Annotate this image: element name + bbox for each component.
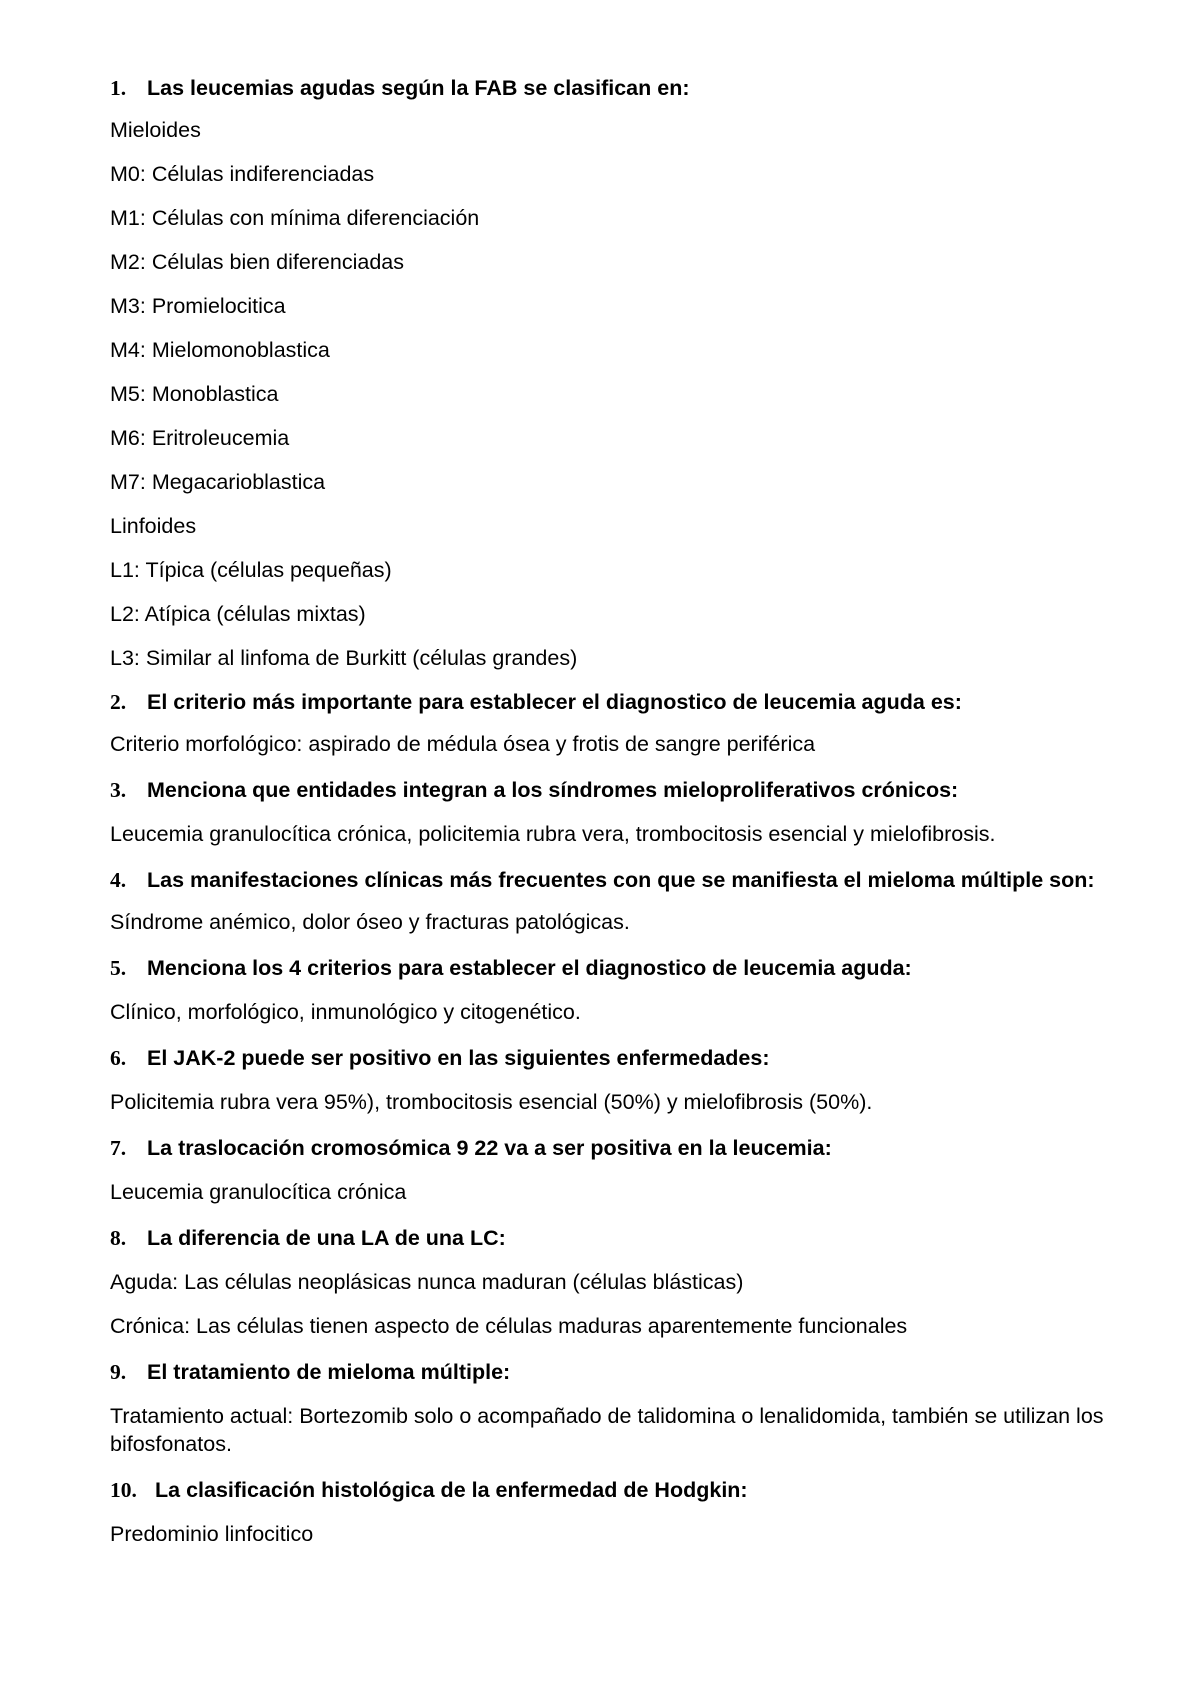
answer-line: M7: Megacarioblastica [110, 470, 326, 494]
question-heading [110, 1474, 1110, 1506]
answer-line: Síndrome anémico, dolor óseo y fracturas patológicas. [110, 910, 630, 934]
question-text: Las leucemias agudas según la FAB se clasifican en: [147, 76, 690, 100]
question-heading [110, 1042, 1110, 1074]
question-text: La traslocación cromosómica 9 22 va a ser positiva en la leucemia: [147, 1136, 832, 1160]
question-number: 4. [110, 868, 127, 892]
question-number: 7. [110, 1136, 127, 1160]
question-heading [110, 864, 1110, 896]
answer-line: Policitemia rubra vera 95%), trombocitosis esencial (50%) y mielofibrosis (50%). [110, 1090, 873, 1114]
answer-line: Linfoides [110, 514, 197, 538]
question-text: El JAK-2 puede ser positivo en las siguientes enfermedades: [147, 1046, 770, 1070]
answer-line: M1: Células con mínima diferenciación [110, 206, 480, 230]
answer-line: M2: Células bien diferenciadas [110, 250, 404, 274]
answer-line: Clínico, morfológico, inmunológico y citogenético. [110, 1000, 581, 1024]
question-number: 9. [110, 1360, 127, 1384]
question-heading [110, 1356, 1110, 1388]
question-text: La clasificación histológica de la enfermedad de Hodgkin: [155, 1478, 748, 1502]
question-number: 2. [110, 690, 127, 714]
answer-line: M3: Promielocitica [110, 294, 286, 318]
question-number: 6. [110, 1046, 127, 1070]
answer-line: M6: Eritroleucemia [110, 426, 290, 450]
question-text: El criterio más importante para establecer el diagnostico de leucemia aguda es: [147, 690, 962, 714]
question-number: 10. [110, 1478, 137, 1502]
question-text: La diferencia de una LA de una LC: [147, 1226, 506, 1250]
question-heading [110, 1132, 1110, 1164]
question-number: 1. [110, 76, 127, 100]
question-heading [110, 72, 1110, 104]
question-number: 3. [110, 778, 127, 802]
question-number: 8. [110, 1226, 127, 1250]
answer-line: Mieloides [110, 118, 201, 142]
answer-line: Leucemia granulocítica crónica [110, 1180, 407, 1204]
answer-line: M5: Monoblastica [110, 382, 279, 406]
question-heading [110, 774, 1110, 806]
question-heading [110, 1222, 1110, 1254]
question-text: Menciona los 4 criterios para establecer el diagnostico de leucemia aguda: [147, 956, 912, 980]
question-heading [110, 952, 1110, 984]
question-heading [110, 686, 1110, 718]
answer-line: L2: Atípica (células mixtas) [110, 602, 366, 626]
answer-line: Criterio morfológico: aspirado de médula ósea y frotis de sangre periférica [110, 732, 816, 756]
question-text: Menciona que entidades integran a los síndromes mieloproliferativos crónicos: [147, 778, 959, 802]
answer-line: M0: Células indiferenciadas [110, 162, 375, 186]
question-number: 5. [110, 956, 127, 980]
answer-line: Aguda: Las células neoplásicas nunca maduran (células blásticas) [110, 1270, 744, 1294]
question-text: Las manifestaciones clínicas más frecuentes con que se manifiesta el mieloma múltiple son: [147, 868, 1095, 892]
answer-line: L1: Típica (células pequeñas) [110, 558, 392, 582]
answer-line: Predominio linfocitico [110, 1522, 314, 1546]
answer-paragraph: Tratamiento actual: Bortezomib solo o acompañado de talidomina o lenalidomida, también se utilizan los bifosfonatos. [110, 1404, 1104, 1456]
answer-line: Leucemia granulocítica crónica, policitemia rubra vera, trombocitosis esencial y mielofibrosis. [110, 822, 996, 846]
question-text: El tratamiento de mieloma múltiple: [147, 1360, 511, 1384]
answer-line: L3: Similar al linfoma de Burkitt (células grandes) [110, 646, 578, 670]
answer-line: Crónica: Las células tienen aspecto de células maduras aparentemente funcionales [110, 1314, 908, 1338]
answer-line: M4: Mielomonoblastica [110, 338, 330, 362]
